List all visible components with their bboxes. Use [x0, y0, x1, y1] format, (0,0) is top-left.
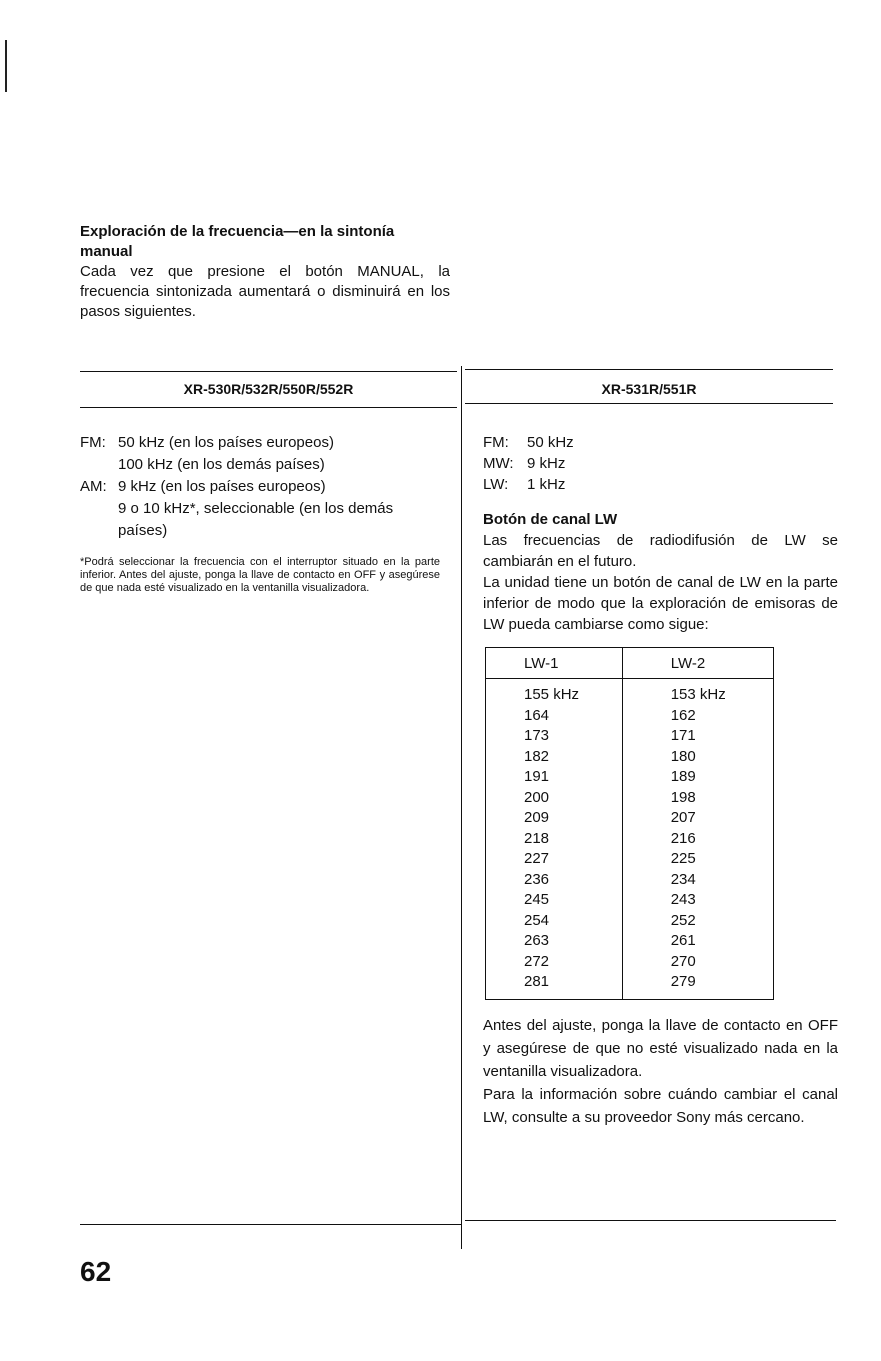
- table-row: [486, 788, 774, 809]
- lw2-cell: 279: [622, 972, 773, 999]
- lw2-cell: 216: [622, 829, 773, 850]
- table-row: [486, 952, 774, 973]
- intro-heading: Exploración de la frecuencia—en la sintonía manual: [80, 223, 395, 260]
- left-column-title: XR-530R/532R/550R/552R: [183, 381, 354, 397]
- lw2-cell: 180: [622, 747, 773, 768]
- lw1-cell: 254: [524, 911, 550, 929]
- table-row: [486, 829, 774, 850]
- table-row: [486, 849, 774, 870]
- closing-paragraph-2: Para la información sobre cuándo cambiar el canal LW, consulte a su proveedor Sony más cercano.: [483, 1085, 838, 1126]
- table-row: [486, 726, 774, 747]
- fm-value-alt: 100 kHz (en los demás países): [118, 456, 325, 473]
- am-row: [80, 476, 440, 498]
- table-bottom-rule-right: [465, 1220, 836, 1221]
- table-row: [486, 931, 774, 952]
- right-column-title: XR-531R/551R: [601, 381, 697, 397]
- lw2-cell: 243: [622, 890, 773, 911]
- table-top-rule-left: [80, 371, 457, 372]
- lw2-cell: 225: [622, 849, 773, 870]
- lw-paragraph-2: La unidad tiene un botón de canal de LW en la parte inferior de modo que la exploración de emisoras de LW pueda cambiarse como sigue:: [483, 574, 838, 633]
- lw1-cell: 164: [524, 706, 550, 724]
- page-edge-mark: [5, 40, 7, 92]
- mw-value: 9 kHz: [527, 455, 566, 472]
- table-row: [486, 890, 774, 911]
- table-header-rule-left: [80, 407, 457, 408]
- lw-table-header-lw2: LW-2: [622, 648, 773, 679]
- closing-paragraph-1: Antes del ajuste, ponga la llave de contacto en OFF y asegúrese de que no esté visualizado nada en la ventanilla visualizadora.: [483, 1016, 838, 1080]
- fm-row-r: [483, 432, 838, 453]
- lw2-cell: 234: [622, 870, 773, 891]
- table-row: [486, 767, 774, 788]
- lw2-cell: 261: [622, 931, 773, 952]
- lw1-cell: 155 kHz: [524, 686, 580, 703]
- fm-label: FM:: [80, 434, 106, 451]
- lw1-cell: 245: [524, 891, 550, 908]
- lw1-cell: 209: [524, 809, 550, 826]
- table-row: [486, 706, 774, 727]
- fm-label-r: FM:: [483, 434, 509, 451]
- right-column-content: [483, 432, 838, 1129]
- lw-channel-table: [485, 647, 774, 1000]
- intro-text: Cada vez que presione el botón MANUAL, la frecuencia sintonizada aumentará o disminuirá en los pasos siguientes.: [80, 263, 450, 320]
- table-row: [486, 747, 774, 768]
- table-row: [486, 870, 774, 891]
- lw2-cell: 153 kHz: [622, 679, 773, 706]
- lw2-cell: 207: [622, 808, 773, 829]
- lw2-cell: 198: [622, 788, 773, 809]
- table-bottom-rule-left: [80, 1224, 461, 1225]
- left-column-content: [80, 432, 440, 595]
- lw-channel-heading: Botón de canal LW: [483, 511, 618, 528]
- page-number: 62: [80, 1256, 112, 1287]
- lw1-cell: 200: [524, 788, 550, 806]
- lw-row: [483, 474, 838, 495]
- lw2-cell: 171: [622, 726, 773, 747]
- lw1-cell: 173: [524, 727, 550, 744]
- table-row: [486, 808, 774, 829]
- table-row: [486, 911, 774, 932]
- am-value-alt: 9 o 10 kHz*, seleccionable (en los demás países): [118, 500, 394, 539]
- lw2-cell: 189: [622, 767, 773, 788]
- table-row: [486, 972, 774, 999]
- footnote: *Podrá seleccionar la frecuencia con el interruptor situado en la parte inferior. Antes del ajuste, ponga la llave de contacto en OFF y asegúrese de que nada esté visualizado en la ventanilla visualizadora.: [80, 556, 440, 594]
- lw2-cell: 270: [622, 952, 773, 973]
- table-row: [486, 679, 774, 706]
- lw1-cell: 218: [524, 829, 550, 847]
- fm-row: [80, 432, 440, 454]
- lw-label: LW:: [483, 476, 509, 493]
- table-column-divider: [461, 366, 462, 1249]
- lw1-cell: 191: [524, 768, 550, 785]
- lw1-cell: 227: [524, 850, 550, 867]
- lw1-cell: 182: [524, 747, 550, 765]
- lw-table-header-lw1: LW-1: [486, 648, 623, 679]
- lw-value: 1 kHz: [527, 476, 566, 493]
- lw1-cell: 263: [524, 932, 550, 949]
- table-header-rule-right: [465, 403, 833, 404]
- lw-paragraph-1: Las frecuencias de radiodifusión de LW se cambiarán en el futuro.: [483, 532, 838, 570]
- intro-section: [80, 222, 450, 322]
- fm-value: 50 kHz (en los países europeos): [118, 434, 334, 451]
- lw-table-header-row: [486, 648, 774, 679]
- lw1-cell: 281: [524, 973, 550, 990]
- lw2-cell: 162: [622, 706, 773, 727]
- am-value: 9 kHz (en los países europeos): [118, 478, 326, 495]
- lw2-cell: 252: [622, 911, 773, 932]
- lw1-cell: 236: [524, 870, 550, 888]
- am-label: AM:: [80, 478, 107, 495]
- lw1-cell: 272: [524, 952, 550, 970]
- mw-label: MW:: [483, 455, 514, 472]
- fm-value-r: 50 kHz: [527, 434, 574, 451]
- mw-row: [483, 453, 838, 474]
- table-top-rule-right: [465, 369, 833, 370]
